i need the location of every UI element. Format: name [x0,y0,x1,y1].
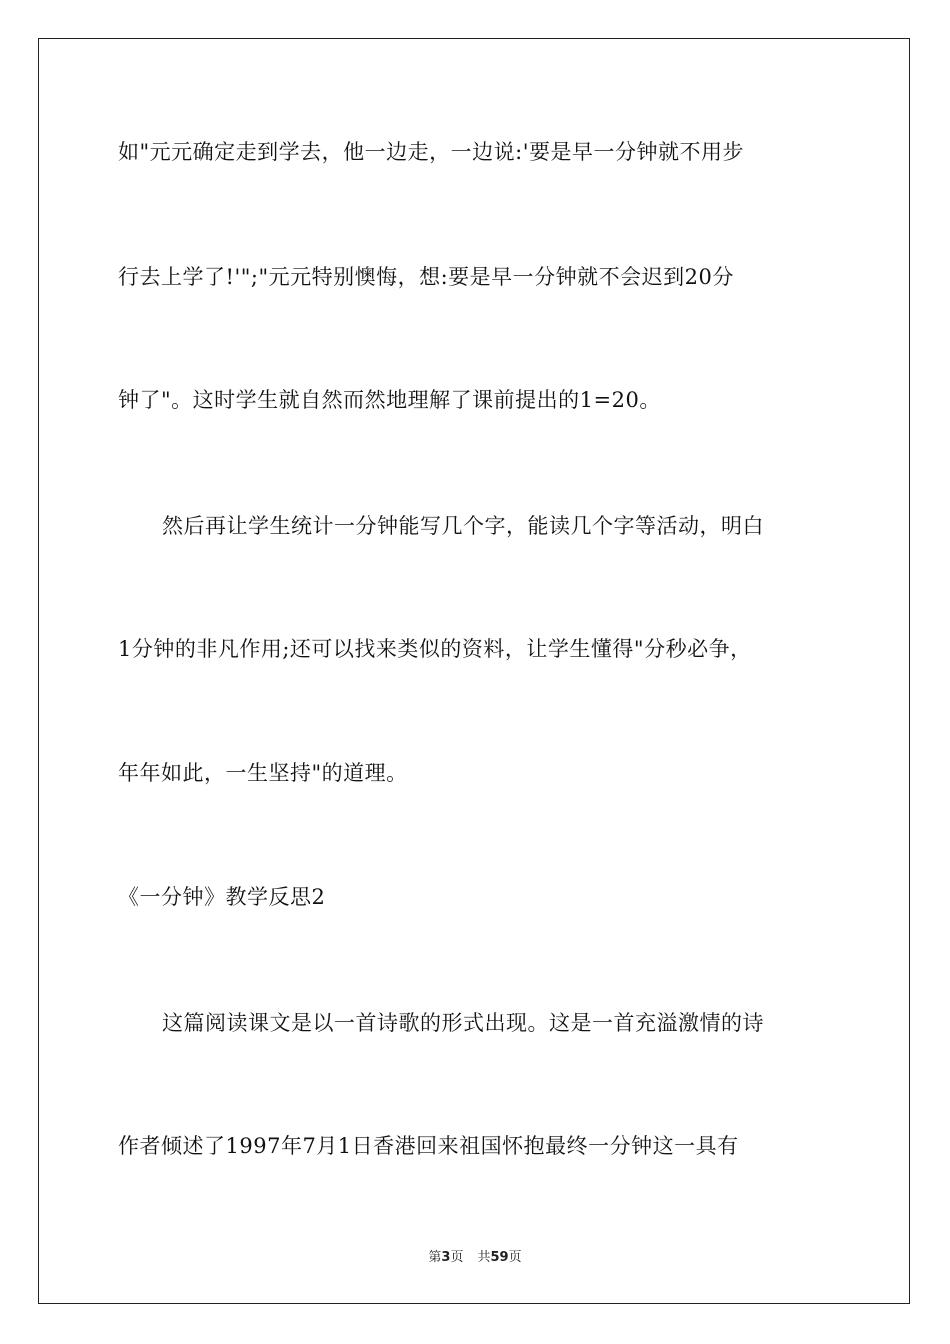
text-line-3: 钟了"。这时学生就自然而然地理解了课前提出的1=20。 [118,388,661,412]
section-heading: 《一分钟》教学反思2 [118,885,326,909]
footer-total-suffix: 页 [508,1250,522,1265]
footer-page-prefix: 第 [428,1250,442,1265]
footer-total-pages: 59 [490,1250,509,1265]
text-line-4: 然后再让学生统计一分钟能写几个字，能读几个字等活动，明白 [162,514,764,538]
text-line-2: 行去上学了!'";"元元特别懊悔，想:要是早一分钟就不会迟到20分 [118,265,734,289]
footer-total-prefix: 共 [477,1250,491,1265]
page-footer [0,1246,950,1265]
text-line-1: 如"元元确定走到学去，他一边走，一边说:'要是早一分钟就不用步 [118,140,745,164]
text-line-5: 1分钟的非凡作用;还可以找来类似的资料，让学生懂得"分秒必争， [118,637,752,661]
footer-page-number: 3 [441,1250,451,1265]
text-line-6: 年年如此，一生坚持"的道理。 [118,761,408,785]
footer-page-suffix: 页 [450,1250,464,1265]
text-line-8: 这篇阅读课文是以一首诗歌的形式出现。这是一首充溢激情的诗 [162,1011,764,1035]
text-line-9: 作者倾述了1997年7月1日香港回来祖国怀抱最终一分钟这一具有 [118,1134,739,1158]
page-border [38,38,910,1304]
